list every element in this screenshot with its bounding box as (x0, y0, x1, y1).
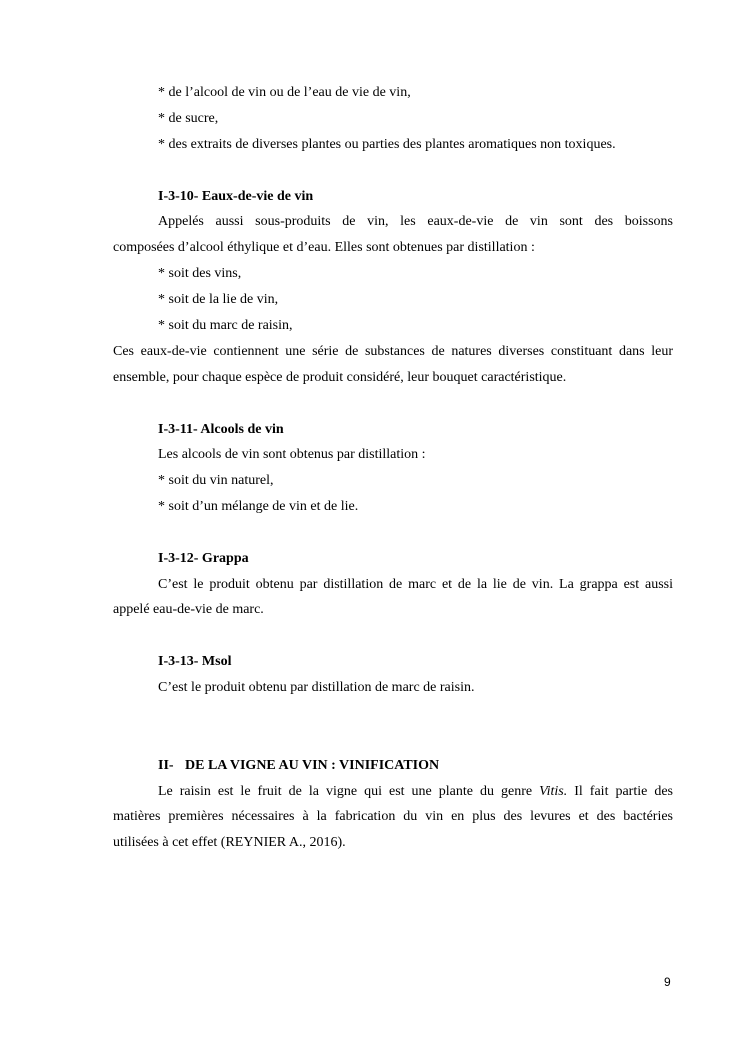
section-heading: I-3-13- Msol (158, 654, 232, 669)
paragraph-line (158, 783, 673, 801)
chapter-title: DE LA VIGNE AU VIN : VINIFICATION (185, 758, 440, 773)
chapter-heading (158, 757, 439, 775)
list-item: * de sucre, (158, 111, 219, 126)
paragraph-text: Il fait partie des (574, 784, 674, 799)
paragraph-line: Appelés aussi sous-produits de vin, les eaux-de-vie de vin sont des boissons (158, 214, 673, 229)
list-item: * des extraits de diverses plantes ou parties des plantes aromatiques non toxiques. (158, 137, 616, 152)
paragraph-line: matières premières nécessaires à la fabrication du vin en plus des levures et des bactéries (113, 809, 673, 824)
section-heading: I-3-10- Eaux-de-vie de vin (158, 189, 314, 204)
paragraph-line: C’est le produit obtenu par distillation de marc de raisin. (158, 680, 475, 695)
list-item: * soit du vin naturel, (158, 473, 274, 488)
paragraph-text: Le raisin est le fruit de la vigne qui est une plante du genre (158, 784, 533, 799)
paragraph-line: composées d’alcool éthylique et d’eau. Elles sont obtenues par distillation : (113, 240, 535, 255)
chapter-number: II- (158, 758, 174, 773)
list-item: * soit du marc de raisin, (158, 318, 293, 333)
paragraph-line: Ces eaux-de-vie contiennent une série de substances de natures diverses constituant dans leur (113, 344, 673, 359)
list-item: * soit des vins, (158, 266, 242, 281)
paragraph-line: ensemble, pour chaque espèce de produit considéré, leur bouquet caractéristique. (113, 370, 567, 385)
paragraph-line: C’est le produit obtenu par distillation de marc et de la lie de vin. La grappa est aussi (158, 577, 673, 592)
list-item: * soit d’un mélange de vin et de lie. (158, 499, 359, 514)
page-number: 9 (664, 975, 671, 989)
paragraph-line: appelé eau-de-vie de marc. (113, 602, 264, 617)
genus-name: Vitis. (539, 784, 568, 799)
section-heading: I-3-12- Grappa (158, 551, 249, 566)
list-item: * de l’alcool de vin ou de l’eau de vie de vin, (158, 85, 411, 100)
list-item: * soit de la lie de vin, (158, 292, 279, 307)
section-heading: I-3-11- Alcools de vin (158, 422, 284, 437)
paragraph-line: utilisées à cet effet (REYNIER A., 2016). (113, 835, 346, 850)
paragraph-line: Les alcools de vin sont obtenus par distillation : (158, 447, 426, 462)
